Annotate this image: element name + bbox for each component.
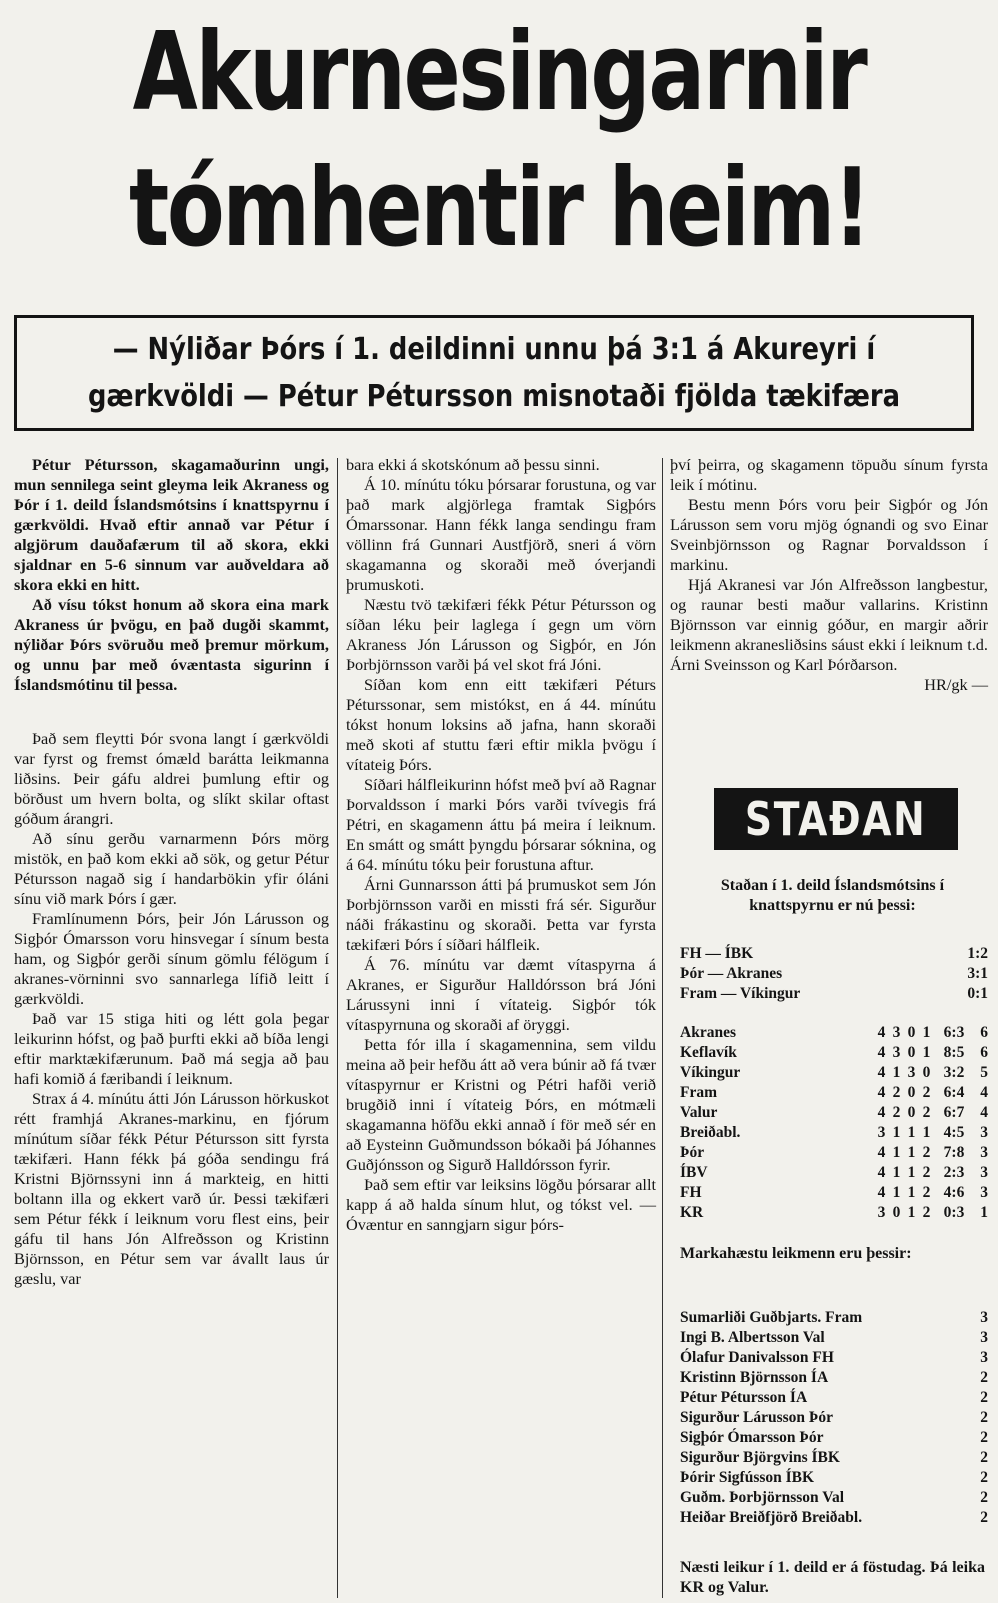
scorer-row (680, 1508, 988, 1528)
article-paragraph: Síðan kom enn eitt tækifæri Péturs Péturssonar, sem mistókst, en á 44. mínútu tókst honum loksins að jafna, hann skoraði með skoti af stuttu færi eftir mikla þvögu í vítateig Þórs. (346, 675, 656, 774)
goal-ratio: 4:6 (943, 1184, 965, 1201)
losses: 2 (922, 1204, 931, 1221)
article-paragraph: Á 10. mínútu tóku þórsarar forustuna, og var það mark algjörlega framtak Sigþórs Ómarssonar. Hann fékk langa sendingu fram völlinn frá Gunnari Austfjörð, sneri á vörn skagamanna og skoraði með óverjandi þrumuskoti. (346, 475, 656, 594)
article-paragraph: bara ekki á skotskónum að þessu sinni. (346, 455, 600, 474)
scorer-name: Sigþór Ómarsson Þór (680, 1429, 824, 1446)
scorer-row (680, 1368, 988, 1388)
scorer-goals: 3 (980, 1329, 988, 1346)
goal-ratio: 7:8 (943, 1144, 965, 1161)
article-paragraph: Hjá Akranesi var Jón Alfreðsson langbestur, og raunar besti maður vallarins. Kristinn Björnsson var einnig góður, en margir aðrir leikmenn akranesliðsins sáust ekki í leiknum t.d. Árni Sveinsson og Karl Þórðarson. (670, 575, 988, 674)
games-played: 3 (877, 1124, 886, 1141)
wins: 1 (892, 1064, 901, 1081)
team-name: Keflavík (680, 1044, 737, 1061)
article-paragraph: Strax á 4. mínútu átti Jón Lárusson hörkuskot rétt framhjá Akranes-markinu, en fjórum mínútum síðar fékk Pétur Pétursson sitt fyrsta tækifæri. Hann fékk þá góða sendingu frá Kristni Björnssyni inn á markteig, en hitti boltann illa og ekkert varð úr. Þessi tækifæri sem Pétur fékk í leiknum voru flest eins, þeir gáfu til hans Jón Alfreðsson og Kristinn Björnsson, en Pétur sem var ávallt laus úr gæslu, var (14, 1089, 329, 1288)
scorer-row (680, 1348, 988, 1368)
result-match: FH — ÍBK (680, 945, 754, 962)
goal-ratio: 0:3 (943, 1204, 965, 1221)
goal-ratio: 4:5 (943, 1124, 965, 1141)
lede-paragraph: Pétur Pétursson, skagamaðurinn ungi, mun sennilega seint gleyma leik Akraness og Þór í 1. deild Íslandsmótsins í knattspyrnu í gærkvöldi. Hvað eftir annað var Pétur í algjörum dauðafærum til að skora, ekki sjaldnar en 5-6 sinnum var auðveldara að skora ekki en hitt. (14, 455, 329, 594)
team-name: Akranes (680, 1024, 736, 1041)
top-scorers-heading: Markahæstu leikmenn eru þessir: (680, 1245, 912, 1262)
draws: 1 (907, 1124, 916, 1141)
next-match-note: Næsti leikur í 1. deild er á föstudag. Þá leika KR og Valur. (680, 1559, 985, 1596)
standings-intro: Staðan í 1. deild Íslandsmótsins í knattspyrnu er nú þessi: (720, 877, 945, 914)
result-row (680, 984, 988, 1004)
team-name: KR (680, 1204, 704, 1221)
games-played: 4 (877, 1084, 886, 1101)
scorer-goals: 2 (980, 1389, 988, 1406)
scorer-goals: 2 (980, 1509, 988, 1526)
headline-line-1: Akurnesingarnir (132, 10, 866, 135)
draws: 1 (907, 1184, 916, 1201)
games-played: 4 (877, 1024, 886, 1041)
points: 6 (980, 1044, 988, 1061)
goal-ratio: 6:7 (943, 1104, 965, 1121)
subheadline-line-2: gærkvöldi — Pétur Pétursson misnotaði fjölda tækifæra (87, 379, 901, 414)
team-name: FH (680, 1184, 702, 1201)
wins: 1 (892, 1124, 901, 1141)
scorer-goals: 2 (980, 1369, 988, 1386)
standings-row (680, 1023, 988, 1043)
points: 6 (980, 1024, 988, 1041)
result-match: Fram — Víkingur (680, 985, 801, 1002)
losses: 2 (922, 1164, 931, 1181)
scorer-name: Pétur Pétursson ÍA (680, 1389, 808, 1406)
article-paragraph: Árni Gunnarsson átti þá þrumuskot sem Jón Þorbjörnsson varði en missti frá sér. Sigurður náði frákastinu og skoraði. Þetta var fyrsta tækifæri Þórs í síðari hálfleik. (346, 875, 656, 954)
losses: 1 (922, 1124, 931, 1141)
scorer-goals: 2 (980, 1409, 988, 1426)
result-row (680, 964, 988, 984)
headline-line-2: tómhentir heim! (128, 146, 870, 271)
losses: 2 (922, 1084, 931, 1101)
points: 3 (980, 1144, 988, 1161)
scorer-name: Sigurður Björgvins ÍBK (680, 1449, 840, 1466)
team-name: Valur (680, 1104, 718, 1121)
scorer-name: Sigurður Lárusson Þór (680, 1409, 834, 1426)
article-paragraph: Næstu tvö tækifæri fékk Pétur Pétursson og síðan léku þeir laglega í gegn um vörn Akraness Jón Lárusson og Sigþór, en Jón Þorbjörnsson varði þá vel skot frá Jóni. (346, 595, 656, 674)
scorer-row (680, 1468, 988, 1488)
scorer-name: Sumarliði Guðbjarts. Fram (680, 1309, 863, 1326)
article-paragraph: Að sínu gerðu varnarmenn Þórs mörg mistök, en það kom ekki að sök, og getur Pétur Pétursson nagað sig í handarbökin yfir óláni sínu við mark Þórs í gær. (14, 829, 329, 908)
goal-ratio: 3:2 (943, 1064, 965, 1081)
wins: 1 (892, 1144, 901, 1161)
article-paragraph: Það var 15 stiga hiti og létt gola þegar leikurinn hófst, og það þurfti ekki að bíða lengi eftir marktækifærunum. Það má segja að þau hafi komið á færibandi í leiknum. (14, 1009, 329, 1088)
draws: 0 (907, 1084, 916, 1101)
scorer-row (680, 1428, 988, 1448)
team-name: Fram (680, 1084, 718, 1101)
losses: 2 (922, 1144, 931, 1161)
article-paragraph: Að vísu tókst honum að skora eina mark Akraness úr þvögu, en það dugði skammt, nýliðar Þórs svöruðu með þremur mörkum, og unnu þar með óvæntasta sigurinn í Íslandsmótinu til þessa. (14, 595, 329, 694)
wins: 3 (892, 1024, 901, 1041)
wins: 3 (892, 1044, 901, 1061)
result-row (680, 944, 988, 964)
standings-row (680, 1083, 988, 1103)
standings-row (680, 1203, 988, 1223)
article-paragraph: Það sem eftir var leiksins lögðu þórsarar allt kapp á að halda sínum hlut, og tókst vel. — Óvæntur en sanngjarn sigur þórs- (346, 1175, 656, 1234)
scorer-row (680, 1488, 988, 1508)
scorer-row (680, 1388, 988, 1408)
games-played: 4 (877, 1184, 886, 1201)
wins: 1 (892, 1184, 901, 1201)
scorer-goals: 2 (980, 1489, 988, 1506)
scorer-row (680, 1308, 988, 1328)
wins: 2 (892, 1084, 901, 1101)
scorer-row (680, 1408, 988, 1428)
losses: 2 (922, 1184, 931, 1201)
column-divider (337, 458, 338, 1598)
scorer-name: Þórir Sigfússon ÍBK (680, 1469, 815, 1486)
scorer-row (680, 1448, 988, 1468)
scorer-row (680, 1328, 988, 1348)
scorer-name: Heiðar Breiðfjörð Breiðabl. (680, 1509, 863, 1526)
team-name: Breiðabl. (680, 1124, 741, 1141)
standings-row (680, 1183, 988, 1203)
standings-row (680, 1163, 988, 1183)
games-played: 4 (877, 1144, 886, 1161)
scorer-name: Guðm. Þorbjörnsson Val (680, 1489, 845, 1506)
goal-ratio: 6:4 (943, 1084, 965, 1101)
scorer-goals: 2 (980, 1469, 988, 1486)
article-paragraph: Það sem fleytti Þór svona langt í gærkvöldi var fyrst og fremst ómæld barátta leikmanna liðsins. Þeir gáfu aldrei þumlung eftir og börðust um hvern bolta, og slíkt skilar oftast góðum árangri. (14, 729, 329, 828)
draws: 1 (907, 1144, 916, 1161)
standings-title-box (714, 788, 958, 850)
draws: 0 (907, 1024, 916, 1041)
draws: 0 (907, 1044, 916, 1061)
scorer-name: Ingi B. Albertsson Val (680, 1329, 825, 1346)
wins: 1 (892, 1164, 901, 1181)
points: 4 (980, 1084, 988, 1101)
team-name: Víkingur (680, 1064, 741, 1081)
standings-row (680, 1063, 988, 1083)
standings-row (680, 1143, 988, 1163)
goal-ratio: 2:3 (943, 1164, 965, 1181)
points: 4 (980, 1104, 988, 1121)
games-played: 3 (877, 1204, 886, 1221)
games-played: 4 (877, 1064, 886, 1081)
losses: 1 (922, 1044, 931, 1061)
points: 3 (980, 1124, 988, 1141)
article-paragraph: Þetta fór illa í skagamennina, sem vildu meina að þeir hefðu átt að vera búnir að fá tvær vítaspyrnur er Kristni og Pétri hafði verið brugðið inni í vítateig Þórs, en mótmæli skagamanna höfðu ekki annað í för með sér en að Eysteinn Guðmundsson bókaði þá Jóhannes Guðjónsson og Sigurð Halldórsson fyrir. (346, 1035, 656, 1174)
top-scorers-table (680, 1308, 988, 1528)
subheadline-box (14, 315, 974, 431)
standings-table (680, 1023, 988, 1223)
result-score: 0:1 (967, 985, 988, 1002)
wins: 0 (892, 1204, 901, 1221)
standings-row (680, 1103, 988, 1123)
points: 5 (980, 1064, 988, 1081)
goal-ratio: 8:5 (943, 1044, 965, 1061)
draws: 1 (907, 1204, 916, 1221)
author-signature: HR/gk — (924, 675, 988, 694)
article-paragraph: Á 76. mínútu var dæmt vítaspyrna á Akranes, er Sigurður Halldórsson brá Jóni Lárussyni inni í vítateig. Sigþór tók vítaspyrnuna og skoraði af öryggi. (346, 955, 656, 1034)
scorer-name: Ólafur Danivalsson FH (680, 1349, 834, 1366)
article-column-3 (670, 455, 988, 695)
column-gap (14, 695, 329, 729)
scorer-goals: 2 (980, 1449, 988, 1466)
standings-row (680, 1123, 988, 1143)
team-name: Þór (680, 1144, 705, 1161)
losses: 1 (922, 1024, 931, 1041)
scorer-goals: 3 (980, 1349, 988, 1366)
games-played: 4 (877, 1164, 886, 1181)
scorer-name: Kristinn Björnsson ÍA (680, 1369, 829, 1386)
points: 3 (980, 1164, 988, 1181)
losses: 2 (922, 1104, 931, 1121)
losses: 0 (922, 1064, 931, 1081)
games-played: 4 (877, 1044, 886, 1061)
scorer-goals: 2 (980, 1429, 988, 1446)
subheadline-line-1: — Nýliðar Þórs í 1. deildinni unnu þá 3:1 á Akureyri í (112, 332, 876, 367)
results-table (680, 944, 988, 1004)
article-paragraph: Framlínumenn Þórs, þeir Jón Lárusson og Sigþór Ómarsson voru hinsvegar í sínum besta ham, og Sigþór gerði sínum gömlu félögum í akranes-vörninni svo sannarlega lífið leitt í gærkvöldi. (14, 909, 329, 1008)
article-column-2 (346, 455, 656, 1235)
result-score: 3:1 (967, 965, 988, 982)
draws: 1 (907, 1164, 916, 1181)
goal-ratio: 6:3 (943, 1024, 965, 1041)
column-divider (662, 458, 663, 1598)
result-score: 1:2 (967, 945, 988, 962)
article-paragraph: því þeirra, og skagamenn töpuðu sínum fyrsta leik í mótinu. (670, 455, 988, 494)
scorer-goals: 3 (980, 1309, 988, 1326)
games-played: 4 (877, 1104, 886, 1121)
draws: 0 (907, 1104, 916, 1121)
points: 3 (980, 1184, 988, 1201)
wins: 2 (892, 1104, 901, 1121)
standings-title: STAÐAN (745, 792, 927, 846)
draws: 3 (907, 1064, 916, 1081)
team-name: ÍBV (680, 1164, 708, 1181)
article-paragraph: Bestu menn Þórs voru þeir Sigþór og Jón Lárusson sem voru mjög ógnandi og svo Einar Sveinbjörnsson og Ragnar Þorvaldsson í markinu. (670, 495, 988, 574)
standings-row (680, 1043, 988, 1063)
article-paragraph: Síðari hálfleikurinn hófst með því að Ragnar Þorvaldsson í marki Þórs varði tvívegis frá Pétri, en skagamenn áttu þá meira í leiknum. En smátt og smátt þyngdu þórsarar sóknina, og á 64. mínútu tóku þeir forustuna aftur. (346, 775, 656, 874)
result-match: Þór — Akranes (680, 965, 783, 982)
article-column-1 (14, 455, 329, 1289)
points: 1 (980, 1204, 988, 1221)
